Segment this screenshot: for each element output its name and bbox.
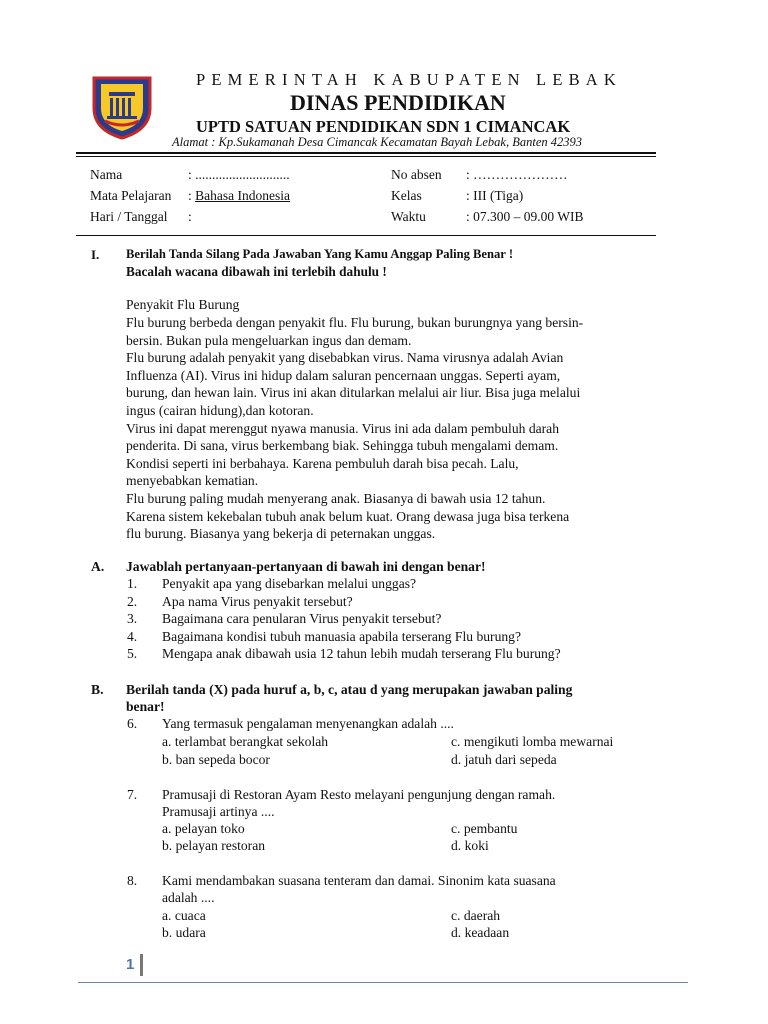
- option-d: d. jatuh dari sepeda: [451, 752, 557, 767]
- section-1-instruction: Berilah Tanda Silang Pada Jawaban Yang Kamu Anggap Paling Benar !: [126, 247, 514, 261]
- option-d: d. koki: [451, 838, 489, 853]
- question-text: Yang termasuk pengalaman menyenangkan adalah ....: [162, 716, 454, 731]
- kelas-label: Kelas: [391, 188, 422, 203]
- question-text: Pramusaji di Restoran Ayam Resto melayani pengunjung dengan ramah.: [162, 787, 556, 802]
- reading-line: Virus ini dapat merenggut nyawa manusia. Virus ini ada dalam pembuluh darah: [126, 420, 560, 436]
- reading-line: Influenza (AI). Virus ini hidup dalam saluran pencernaan unggas. Seperti ayam,: [126, 367, 561, 383]
- question-text: Bagaimana kondisi tubuh manuasia apabila terserang Flu burung?: [162, 628, 522, 644]
- option-b: b. udara: [162, 925, 206, 940]
- section-b-heading-cont: benar!: [126, 699, 165, 714]
- option-b: b. ban sepeda bocor: [162, 752, 270, 767]
- option-c: c. pembantu: [451, 821, 518, 836]
- letterhead-divider: [76, 152, 656, 154]
- reading-line: Flu burung berbeda dengan penyakit flu. Flu burung, bukan burungnya yang bersin-: [126, 315, 584, 330]
- absen-label: No absen: [391, 167, 442, 182]
- reading-line: Kondisi seperti ini berbahaya. Karena pembuluh darah bisa pecah. Lalu,: [126, 455, 519, 471]
- question-number: 3.: [127, 611, 138, 626]
- section-a-heading: Jawablah pertanyaan-pertanyaan di bawah ini dengan benar!: [126, 559, 486, 574]
- reading-title: Penyakit Flu Burung: [126, 297, 240, 312]
- reading-line: Flu burung paling mudah menyerang anak. Biasanya di bawah usia 12 tahun.: [126, 491, 546, 506]
- identity-divider: [76, 235, 656, 236]
- question-text: Penyakit apa yang disebarkan melalui unggas?: [162, 576, 417, 591]
- reading-line: Karena sistem kekebalan tubuh anak belum kuat. Orang dewasa juga bisa terkena: [126, 508, 570, 524]
- lebak-regency-crest-icon: [89, 74, 155, 140]
- letterhead-government: PEMERINTAH KABUPATEN LEBAK: [196, 70, 623, 89]
- question-number: 7.: [127, 787, 138, 802]
- question-text: Mengapa anak dibawah usia 12 tahun lebih mudah terserang Flu burung?: [162, 646, 561, 661]
- letterhead-address: Alamat : Kp.Sukamanah Desa Cimancak Kecamatan Bayah Lebak, Banten 42393: [172, 135, 583, 149]
- section-b-heading: Berilah tanda (X) pada huruf a, b, c, atau d yang merupakan jawaban paling: [126, 682, 573, 697]
- waktu-label: Waktu: [391, 209, 426, 224]
- page-number-divider: [140, 954, 143, 976]
- question-number: 1.: [127, 576, 138, 591]
- mapel-value: Bahasa Indonesia: [195, 188, 290, 203]
- section-1-read-instruction: Bacalah wacana dibawah ini terlebih dahulu !: [126, 264, 387, 279]
- reading-line: menyebabkan kematian.: [126, 473, 259, 489]
- question-text: Kami mendambakan suasana tenteram dan damai. Sinonim kata suasana: [162, 873, 556, 888]
- hari-field: :: [188, 209, 192, 224]
- question-text: Apa nama Virus penyakit tersebut?: [162, 593, 353, 609]
- nama-field: : ............................: [188, 167, 290, 182]
- question-text: Bagaimana cara penularan Virus penyakit tersebut?: [162, 611, 442, 626]
- hari-label: Hari / Tanggal: [90, 209, 168, 224]
- option-d: d. keadaan: [451, 925, 510, 940]
- reading-line: penderita. Di sana, virus berkembang biak. Sehingga tubuh mengalami demam.: [126, 438, 559, 454]
- reading-line: burung, dan hewan lain. Virus ini akan ditularkan melalui air liur. Bisa juga melalui: [126, 385, 581, 401]
- question-text-cont: Pramusaji artinya ....: [162, 804, 275, 819]
- option-c: c. mengikuti lomba mewarnai: [451, 734, 614, 749]
- letterhead-school: UPTD SATUAN PENDIDIKAN SDN 1 CIMANCAK: [196, 117, 571, 136]
- option-a: a. terlambat berangkat sekolah: [162, 734, 329, 749]
- question-number: 2.: [127, 593, 138, 609]
- page-number: 1: [126, 956, 135, 973]
- reading-line: Flu burung adalah penyakit yang disebabkan virus. Nama virusnya adalah Avian: [126, 350, 564, 366]
- question-number: 6.: [127, 716, 138, 731]
- letterhead-divider-thin: [76, 156, 656, 157]
- mapel-field: [188, 188, 290, 204]
- question-number: 8.: [127, 873, 138, 888]
- letterhead-agency: DINAS PENDIDIKAN: [290, 90, 506, 115]
- absen-field: : …………………: [466, 167, 568, 182]
- reading-line: flu burung. Biasanya yang bekerja di peternakan unggas.: [126, 526, 436, 542]
- reading-line: ingus (cairan hidung),dan kotoran.: [126, 403, 314, 418]
- waktu-field: : 07.300 – 09.00 WIB: [466, 209, 584, 224]
- section-a-letter: A.: [91, 559, 105, 574]
- option-a: a. pelayan toko: [162, 821, 245, 836]
- kelas-field: : III (Tiga): [466, 188, 524, 203]
- mapel-label: Mata Pelajaran: [90, 188, 172, 203]
- section-1-number: I.: [91, 247, 100, 262]
- mapel-separator: :: [188, 188, 196, 203]
- option-b: b. pelayan restoran: [162, 838, 266, 853]
- footer-rule: [78, 982, 688, 983]
- reading-line: bersin. Bukan pula mengeluarkan ingus dan demam.: [126, 332, 412, 348]
- question-number: 4.: [127, 628, 138, 644]
- section-b-letter: B.: [91, 682, 104, 697]
- option-c: c. daerah: [451, 908, 501, 923]
- nama-label: Nama: [90, 167, 123, 182]
- question-text-cont: adalah ....: [162, 890, 215, 905]
- question-number: 5.: [127, 646, 138, 661]
- option-a: a. cuaca: [162, 908, 206, 923]
